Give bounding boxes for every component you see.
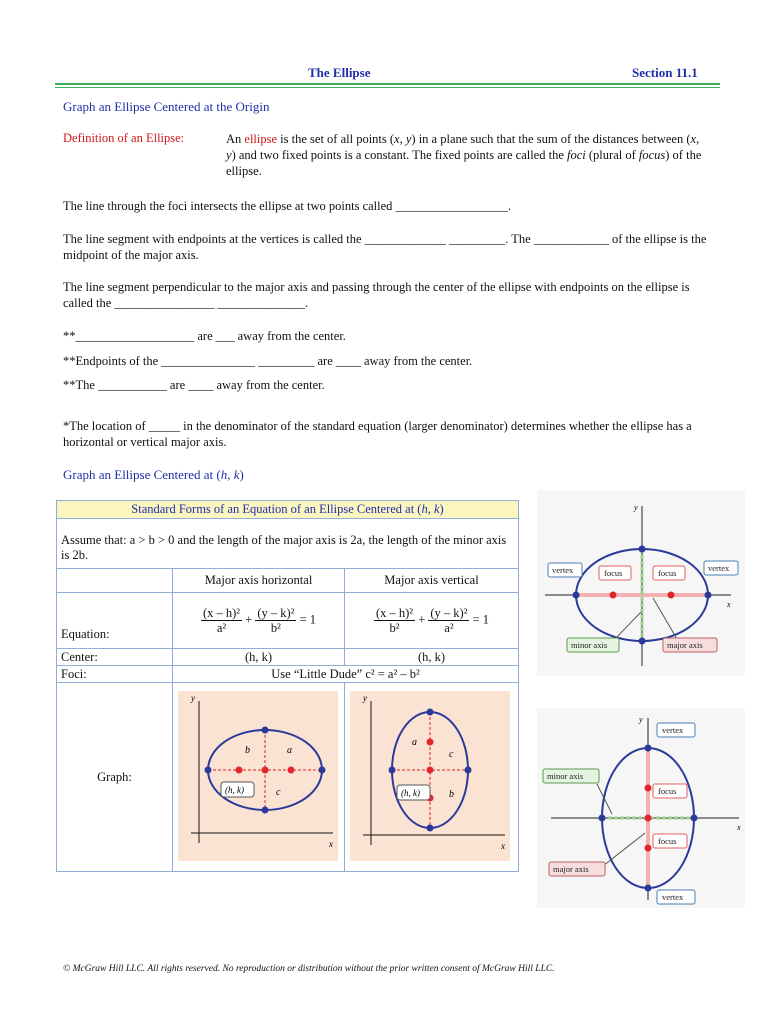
row-label-graph: Graph: — [57, 683, 173, 872]
page-title: The Ellipse — [308, 65, 371, 80]
center-vertical: (h, k) — [345, 649, 519, 666]
column-major-horizontal: Major axis horizontal — [173, 569, 345, 593]
ellipse-term: ellipse — [244, 132, 278, 146]
center-horizontal: (h, k) — [173, 649, 345, 666]
blank-line-1: **___________________ are ___ away from the center. — [63, 329, 346, 343]
focus-label-left: focus — [604, 568, 623, 578]
blank-line-major-axis: The line segment with endpoints at the vertices is called the _____________ _________. The ____________ of the ellipse is the midpoint of the major axis. — [63, 232, 707, 262]
row-label-equation: Equation: — [57, 593, 173, 649]
row-label-foci: Foci: — [57, 666, 173, 683]
label-b: b — [449, 789, 454, 800]
header-rule-thin — [55, 87, 720, 88]
center-label: (h, k) — [401, 788, 420, 798]
illustration-horizontal-ellipse — [537, 490, 745, 676]
blank-line-vertices: The line through the foci intersects the ellipse at two points called __________________. — [63, 199, 512, 213]
minor-axis-label: minor axis — [547, 771, 584, 781]
section-heading-origin: Graph an Ellipse Centered at the Origin — [63, 99, 270, 114]
label-b: b — [245, 745, 250, 756]
y-axis-label: y — [363, 693, 367, 703]
definition-text: An ellipse is the set of all points (x, y) in a plane such that the sum of the distances between (x, y) and two fixed points is a constant. The fixed points are called the foci (plural of focus) of the ellipse. — [226, 132, 702, 178]
header-rule — [55, 83, 720, 85]
equation-vertical: $\frac{\text{(x – h)²}}{\text{b²}}$ + $\frac{\text{(y – k)²}}{\text{a²}}$ = 1 — [345, 593, 519, 649]
y-axis-label: y — [634, 503, 638, 512]
graph-horizontal-major — [173, 683, 343, 867]
illustration-vertical-ellipse — [537, 708, 745, 908]
vertex-label-top: vertex — [662, 725, 684, 735]
vertex-label-left: vertex — [552, 565, 574, 575]
blank-line-3: **The ___________ are ____ away from the center. — [63, 378, 325, 392]
minor-axis-label: minor axis — [571, 640, 608, 650]
label-c: c — [449, 749, 454, 760]
focus-label-right: focus — [658, 568, 677, 578]
section-heading-hk: Graph an Ellipse Centered at (h, k) — [63, 467, 244, 482]
label-a: a — [287, 745, 292, 756]
label-c: c — [276, 787, 281, 798]
y-axis-label: y — [639, 715, 643, 724]
definition-label: Definition of an Ellipse: — [63, 131, 185, 145]
graph-vertical-major — [345, 683, 515, 867]
x-axis-label: x — [727, 600, 731, 609]
vertex-label-bottom: vertex — [662, 892, 684, 902]
foci-formula: Use “Little Dude” c² = a² – b² — [173, 666, 519, 683]
blank-line-2: **Endpoints of the _______________ _________ are ____ away from the center. — [63, 354, 473, 368]
x-axis-label: x — [329, 839, 333, 849]
section-number: Section 11.1 — [632, 65, 698, 80]
column-major-vertical: Major axis vertical — [345, 569, 519, 593]
x-axis-label: x — [501, 841, 505, 851]
label-a: a — [412, 737, 417, 748]
major-axis-label: major axis — [667, 640, 703, 650]
x-axis-label: x — [737, 823, 741, 832]
row-label-center: Center: — [57, 649, 173, 666]
major-axis-label: major axis — [553, 864, 589, 874]
table-title: Standard Forms of an Equation of an Ellipse Centered at (h, k) — [57, 501, 519, 519]
standard-forms-table — [56, 500, 519, 872]
vertex-label-right: vertex — [708, 563, 730, 573]
blank-line-minor-axis: The line segment perpendicular to the major axis and passing through the center of the ellipse with endpoints on the ellipse is called the ________________ ______________. — [63, 280, 690, 310]
focus-label-upper: focus — [658, 786, 677, 796]
denominator-note: *The location of _____ in the denominator of the standard equation (larger denominator) determines whether the ellipse has a horizontal or vertical major axis. — [63, 419, 692, 449]
center-label: (h, k) — [225, 785, 244, 795]
focus-label-lower: focus — [658, 836, 677, 846]
equation-horizontal: $\frac{\text{(x – h)²}}{\text{a²}}$ + $\frac{\text{(y – k)²}}{\text{b²}}$ = 1 — [173, 593, 345, 649]
copyright-footer: © McGraw Hill LLC. All rights reserved. No reproduction or distribution without the prior written consent of McGraw Hill LLC. — [63, 964, 555, 974]
assumption-text: Assume that: a > b > 0 and the length of the major axis is 2a, the length of the minor axis is 2b. — [57, 519, 519, 569]
y-axis-label: y — [191, 693, 195, 703]
